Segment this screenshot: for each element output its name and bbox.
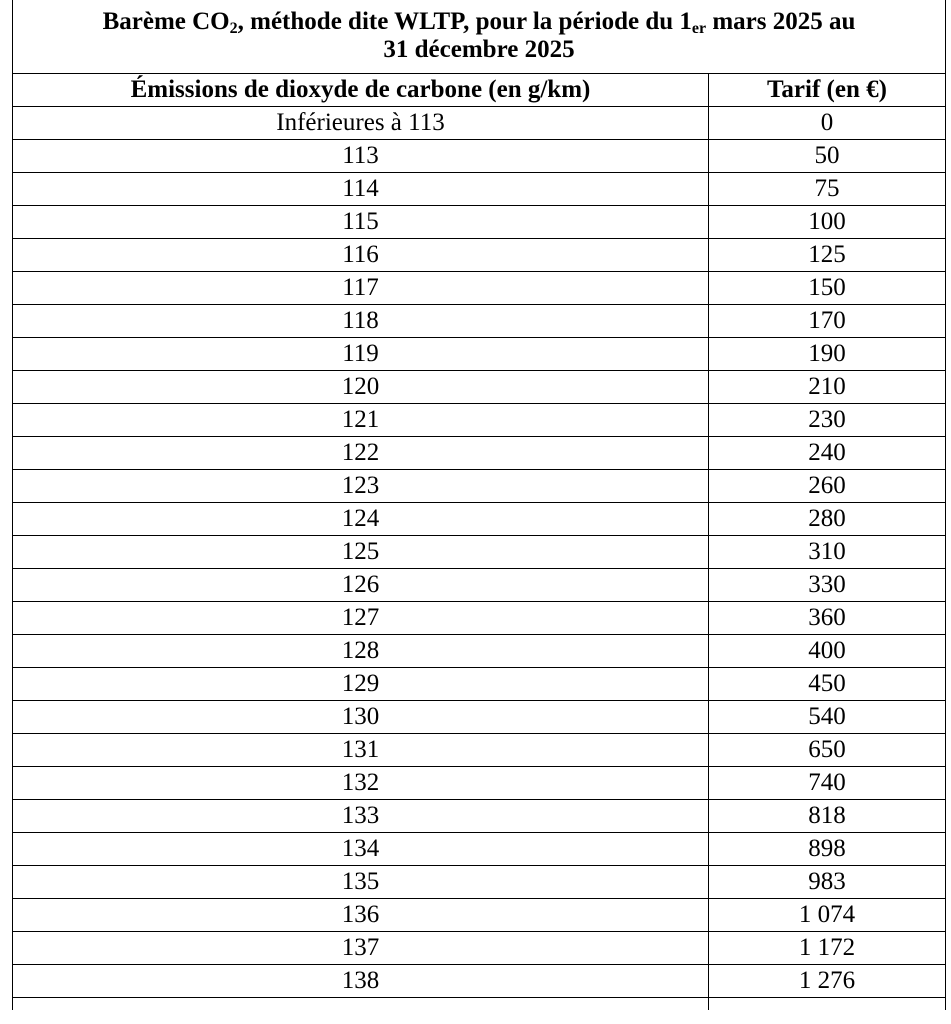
table-row-partial: [13, 998, 946, 1011]
table-header-row: [13, 74, 946, 107]
cell-emissions: 125: [13, 536, 709, 569]
cell-emissions: 129: [13, 668, 709, 701]
table-row: [13, 899, 946, 932]
cell-tarif: 650: [709, 734, 946, 767]
table-row: [13, 107, 946, 140]
cell-tarif: [709, 998, 946, 1011]
co2-tariff-table: [12, 0, 946, 1010]
header-tarif: Tarif (en €): [709, 74, 946, 107]
table-row: [13, 371, 946, 404]
table-row: [13, 800, 946, 833]
cell-emissions: 135: [13, 866, 709, 899]
table-row: [13, 470, 946, 503]
title-part2: , méthode dite WLTP, pour la période du 1: [237, 8, 692, 35]
cell-emissions: 138: [13, 965, 709, 998]
cell-emissions: 132: [13, 767, 709, 800]
cell-tarif: 1 276: [709, 965, 946, 998]
cell-tarif: 450: [709, 668, 946, 701]
table-row: [13, 833, 946, 866]
cell-emissions: 114: [13, 173, 709, 206]
cell-tarif: 190: [709, 338, 946, 371]
table-row: [13, 569, 946, 602]
cell-emissions: 120: [13, 371, 709, 404]
cell-tarif: 898: [709, 833, 946, 866]
cell-tarif: 150: [709, 272, 946, 305]
cell-emissions: 113: [13, 140, 709, 173]
cell-tarif: 360: [709, 602, 946, 635]
table-row: [13, 272, 946, 305]
cell-emissions: 128: [13, 635, 709, 668]
cell-tarif: 260: [709, 470, 946, 503]
table-row: [13, 866, 946, 899]
cell-emissions: 130: [13, 701, 709, 734]
cell-emissions: 127: [13, 602, 709, 635]
table-row: [13, 140, 946, 173]
header-emissions: Émissions de dioxyde de carbone (en g/km): [13, 74, 709, 107]
cell-tarif: 230: [709, 404, 946, 437]
cell-tarif: 740: [709, 767, 946, 800]
cell-tarif: 330: [709, 569, 946, 602]
title-part1: Barème CO: [102, 8, 230, 35]
title-part3: mars 2025 au: [706, 8, 856, 35]
cell-tarif: 818: [709, 800, 946, 833]
table-row: [13, 536, 946, 569]
table-row: [13, 437, 946, 470]
table-row: [13, 305, 946, 338]
cell-emissions: 115: [13, 206, 709, 239]
cell-emissions: 133: [13, 800, 709, 833]
table-row: [13, 173, 946, 206]
table-row: [13, 503, 946, 536]
cell-tarif: 983: [709, 866, 946, 899]
cell-emissions: 124: [13, 503, 709, 536]
table-row: [13, 239, 946, 272]
table-row: [13, 635, 946, 668]
cell-tarif: 125: [709, 239, 946, 272]
cell-emissions: 131: [13, 734, 709, 767]
cell-emissions: 119: [13, 338, 709, 371]
cell-tarif: 0: [709, 107, 946, 140]
cell-tarif: 1 172: [709, 932, 946, 965]
cell-emissions: 121: [13, 404, 709, 437]
cell-emissions: 136: [13, 899, 709, 932]
cell-emissions: 122: [13, 437, 709, 470]
table-row: [13, 338, 946, 371]
cell-tarif: 50: [709, 140, 946, 173]
cell-emissions: 137: [13, 932, 709, 965]
cell-emissions: 126: [13, 569, 709, 602]
cell-emissions: 118: [13, 305, 709, 338]
table-row: [13, 932, 946, 965]
cell-tarif: 75: [709, 173, 946, 206]
cell-emissions: 117: [13, 272, 709, 305]
table-row: [13, 965, 946, 998]
title-ordinal: er: [691, 20, 707, 37]
document-page: [12, 0, 945, 1010]
cell-tarif: 540: [709, 701, 946, 734]
title-subscript: 2: [229, 20, 238, 37]
table-row: [13, 767, 946, 800]
cell-tarif: 240: [709, 437, 946, 470]
table-row: [13, 668, 946, 701]
cell-tarif: 310: [709, 536, 946, 569]
cell-emissions: Inférieures à 113: [13, 107, 709, 140]
cell-tarif: 170: [709, 305, 946, 338]
table-row: [13, 206, 946, 239]
cell-tarif: 100: [709, 206, 946, 239]
table-row: [13, 701, 946, 734]
cell-tarif: 1 074: [709, 899, 946, 932]
cell-tarif: 210: [709, 371, 946, 404]
table-title-row: [13, 0, 946, 74]
cell-emissions: [13, 998, 709, 1011]
cell-emissions: 116: [13, 239, 709, 272]
table-row: [13, 734, 946, 767]
title-line2: 31 décembre 2025: [383, 36, 575, 63]
table-row: [13, 602, 946, 635]
table-row: [13, 404, 946, 437]
cell-emissions: 134: [13, 833, 709, 866]
cell-tarif: 400: [709, 635, 946, 668]
table-title: [13, 0, 946, 74]
cell-tarif: 280: [709, 503, 946, 536]
cell-emissions: 123: [13, 470, 709, 503]
